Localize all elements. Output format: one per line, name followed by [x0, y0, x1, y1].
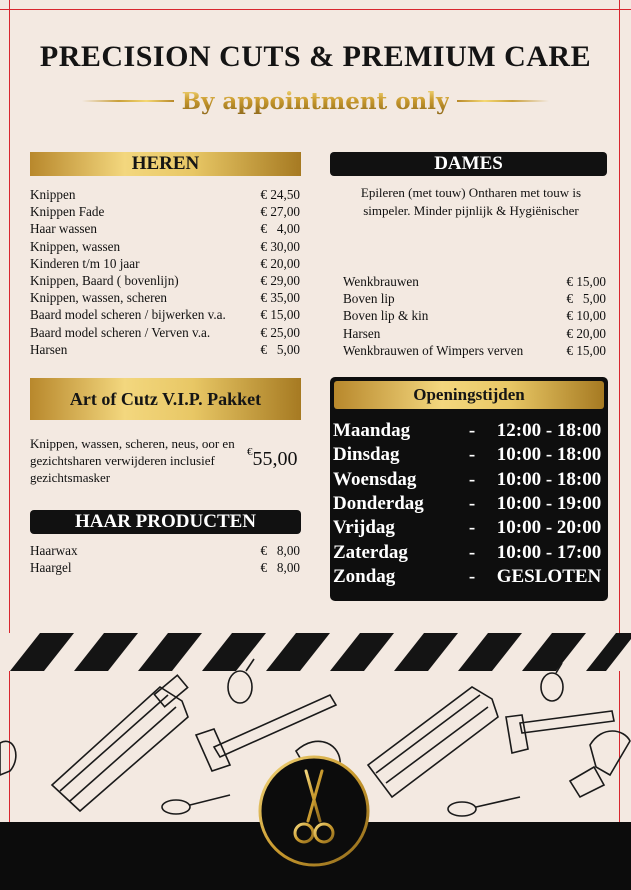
day-separator: -: [468, 541, 476, 563]
service-name: Baard model scheren / bijwerken v.a.: [30, 307, 226, 323]
day-name: Woensdag: [333, 468, 417, 490]
day-separator: -: [468, 517, 476, 539]
service-name: Knippen, wassen, scheren: [30, 290, 167, 306]
scissors-emblem: [258, 755, 370, 867]
shaving-brush-icon: [570, 731, 630, 797]
vip-description: Knippen, wassen, scheren, neus, oor en gezichtsharen verwijderen inclusief gezichtsmasker: [30, 436, 235, 485]
service-price: € 20,00: [260, 255, 300, 271]
day-hours: 10:00 - 18:00: [496, 444, 602, 466]
price-row: [343, 342, 606, 359]
day-name: Maandag: [333, 420, 411, 442]
day-separator: -: [468, 493, 476, 515]
price-row: [30, 289, 300, 306]
day-name: Donderdag: [333, 493, 424, 515]
service-price: € 5,00: [566, 291, 606, 307]
clipper-icon: [368, 687, 498, 797]
razor-icon: [506, 711, 614, 753]
day-name: Vrijdag: [333, 517, 395, 539]
opening-hours-list: [333, 419, 605, 589]
service-price: € 15,00: [566, 274, 606, 289]
service-name: Knippen: [30, 187, 76, 202]
service-price: € 15,00: [260, 307, 300, 323]
service-name: Knippen, wassen: [30, 238, 121, 254]
day-hours: 10:00 - 20:00: [496, 517, 602, 539]
striped-border: [0, 633, 631, 671]
day-name: Zondag: [333, 565, 396, 587]
day-hours: 10:00 - 19:00: [496, 493, 602, 515]
service-price: € 8,00: [260, 543, 300, 558]
service-name: Knippen Fade: [30, 204, 105, 220]
service-price: € 30,00: [260, 238, 300, 254]
service-price: € 5,00: [260, 341, 300, 357]
price-row: [30, 559, 300, 576]
opening-hours-row: [333, 492, 605, 516]
products-heading: HAAR PRODUCTEN: [30, 510, 301, 534]
heren-price-list: [30, 186, 300, 358]
service-price: € 20,00: [566, 325, 606, 341]
service-name: Boven lip: [343, 291, 395, 307]
price-row: [30, 255, 300, 272]
price-row: [343, 273, 606, 290]
heren-heading: HEREN: [30, 152, 301, 176]
subtitle-row: [0, 86, 631, 116]
service-name: Harsen: [343, 325, 381, 341]
service-name: Kinderen t/m 10 jaar: [30, 255, 140, 271]
products-price-list: [30, 542, 300, 576]
day-separator: -: [468, 468, 476, 490]
service-name: Wenkbrauwen of Wimpers verven: [343, 342, 524, 358]
day-hours: 10:00 - 18:00: [496, 468, 602, 490]
page-title: PRECISION CUTS & PREMIUM CARE: [39, 40, 592, 73]
service-price: € 24,50: [260, 187, 300, 202]
price-row: [30, 272, 300, 289]
day-hours: GESLOTEN: [496, 565, 602, 587]
opening-hours-row: [333, 565, 605, 589]
price-row: [343, 290, 606, 307]
price-row: [343, 307, 606, 324]
service-name: Knippen, Baard ( bovenlijn): [30, 273, 179, 289]
vip-heading: Art of Cutz V.I.P. Pakket: [30, 378, 301, 420]
service-price: € 8,00: [260, 560, 300, 576]
day-hours: 10:00 - 17:00: [496, 541, 602, 563]
price-row: [30, 238, 300, 255]
price-row: [343, 325, 606, 342]
day-hours: 12:00 - 18:00: [496, 420, 602, 442]
scissors-icon: [448, 797, 520, 816]
service-price: € 10,00: [566, 308, 606, 324]
service-name: Harsen: [30, 341, 68, 357]
opening-hours-heading: Openingstijden: [334, 381, 604, 409]
service-name: Haar wassen: [30, 221, 98, 237]
price-row: [30, 306, 300, 323]
day-separator: -: [468, 420, 476, 442]
opening-hours-row: [333, 443, 605, 467]
vip-amount: 55,00: [252, 448, 298, 470]
opening-hours-row: [333, 468, 605, 492]
opening-hours-panel: [330, 377, 608, 601]
service-name: Wenkbrauwen: [343, 274, 419, 289]
service-price: € 27,00: [260, 204, 300, 220]
gold-divider-right: [457, 100, 549, 102]
service-price: € 25,00: [260, 324, 300, 340]
service-name: Baard model scheren / Verven v.a.: [30, 324, 211, 340]
gold-divider-left: [82, 100, 174, 102]
price-row: [30, 203, 300, 220]
service-price: € 15,00: [566, 342, 606, 358]
opening-hours-row: [333, 419, 605, 443]
price-row: [30, 341, 300, 358]
clipper-icon: [52, 675, 188, 811]
vip-price: [247, 448, 298, 471]
price-row: [30, 186, 300, 203]
price-row: [30, 324, 300, 341]
shaving-brush-icon: [0, 741, 16, 775]
trim-line-top: [0, 9, 631, 10]
price-row: [30, 220, 300, 237]
dames-price-list: [343, 273, 606, 359]
day-name: Zaterdag: [333, 541, 408, 563]
subtitle: By appointment only: [181, 87, 450, 115]
service-price: € 4,00: [260, 221, 300, 237]
dames-note: Epileren (met touw) Ontharen met touw is simpeler. Minder pijnlijk & Hygiënischer: [360, 185, 582, 218]
opening-hours-row: [333, 516, 605, 540]
dames-heading: DAMES: [330, 152, 607, 176]
price-row: [30, 542, 300, 559]
service-price: € 29,00: [260, 273, 300, 289]
day-name: Dinsdag: [333, 444, 400, 466]
service-name: Haarwax: [30, 543, 78, 558]
vip-currency: €: [247, 446, 253, 458]
service-name: Boven lip & kin: [343, 308, 429, 324]
service-price: € 35,00: [260, 290, 300, 306]
opening-hours-row: [333, 540, 605, 564]
day-separator: -: [468, 444, 476, 466]
day-separator: -: [468, 565, 476, 587]
scissors-icon: [162, 795, 230, 814]
service-name: Haargel: [30, 560, 72, 576]
